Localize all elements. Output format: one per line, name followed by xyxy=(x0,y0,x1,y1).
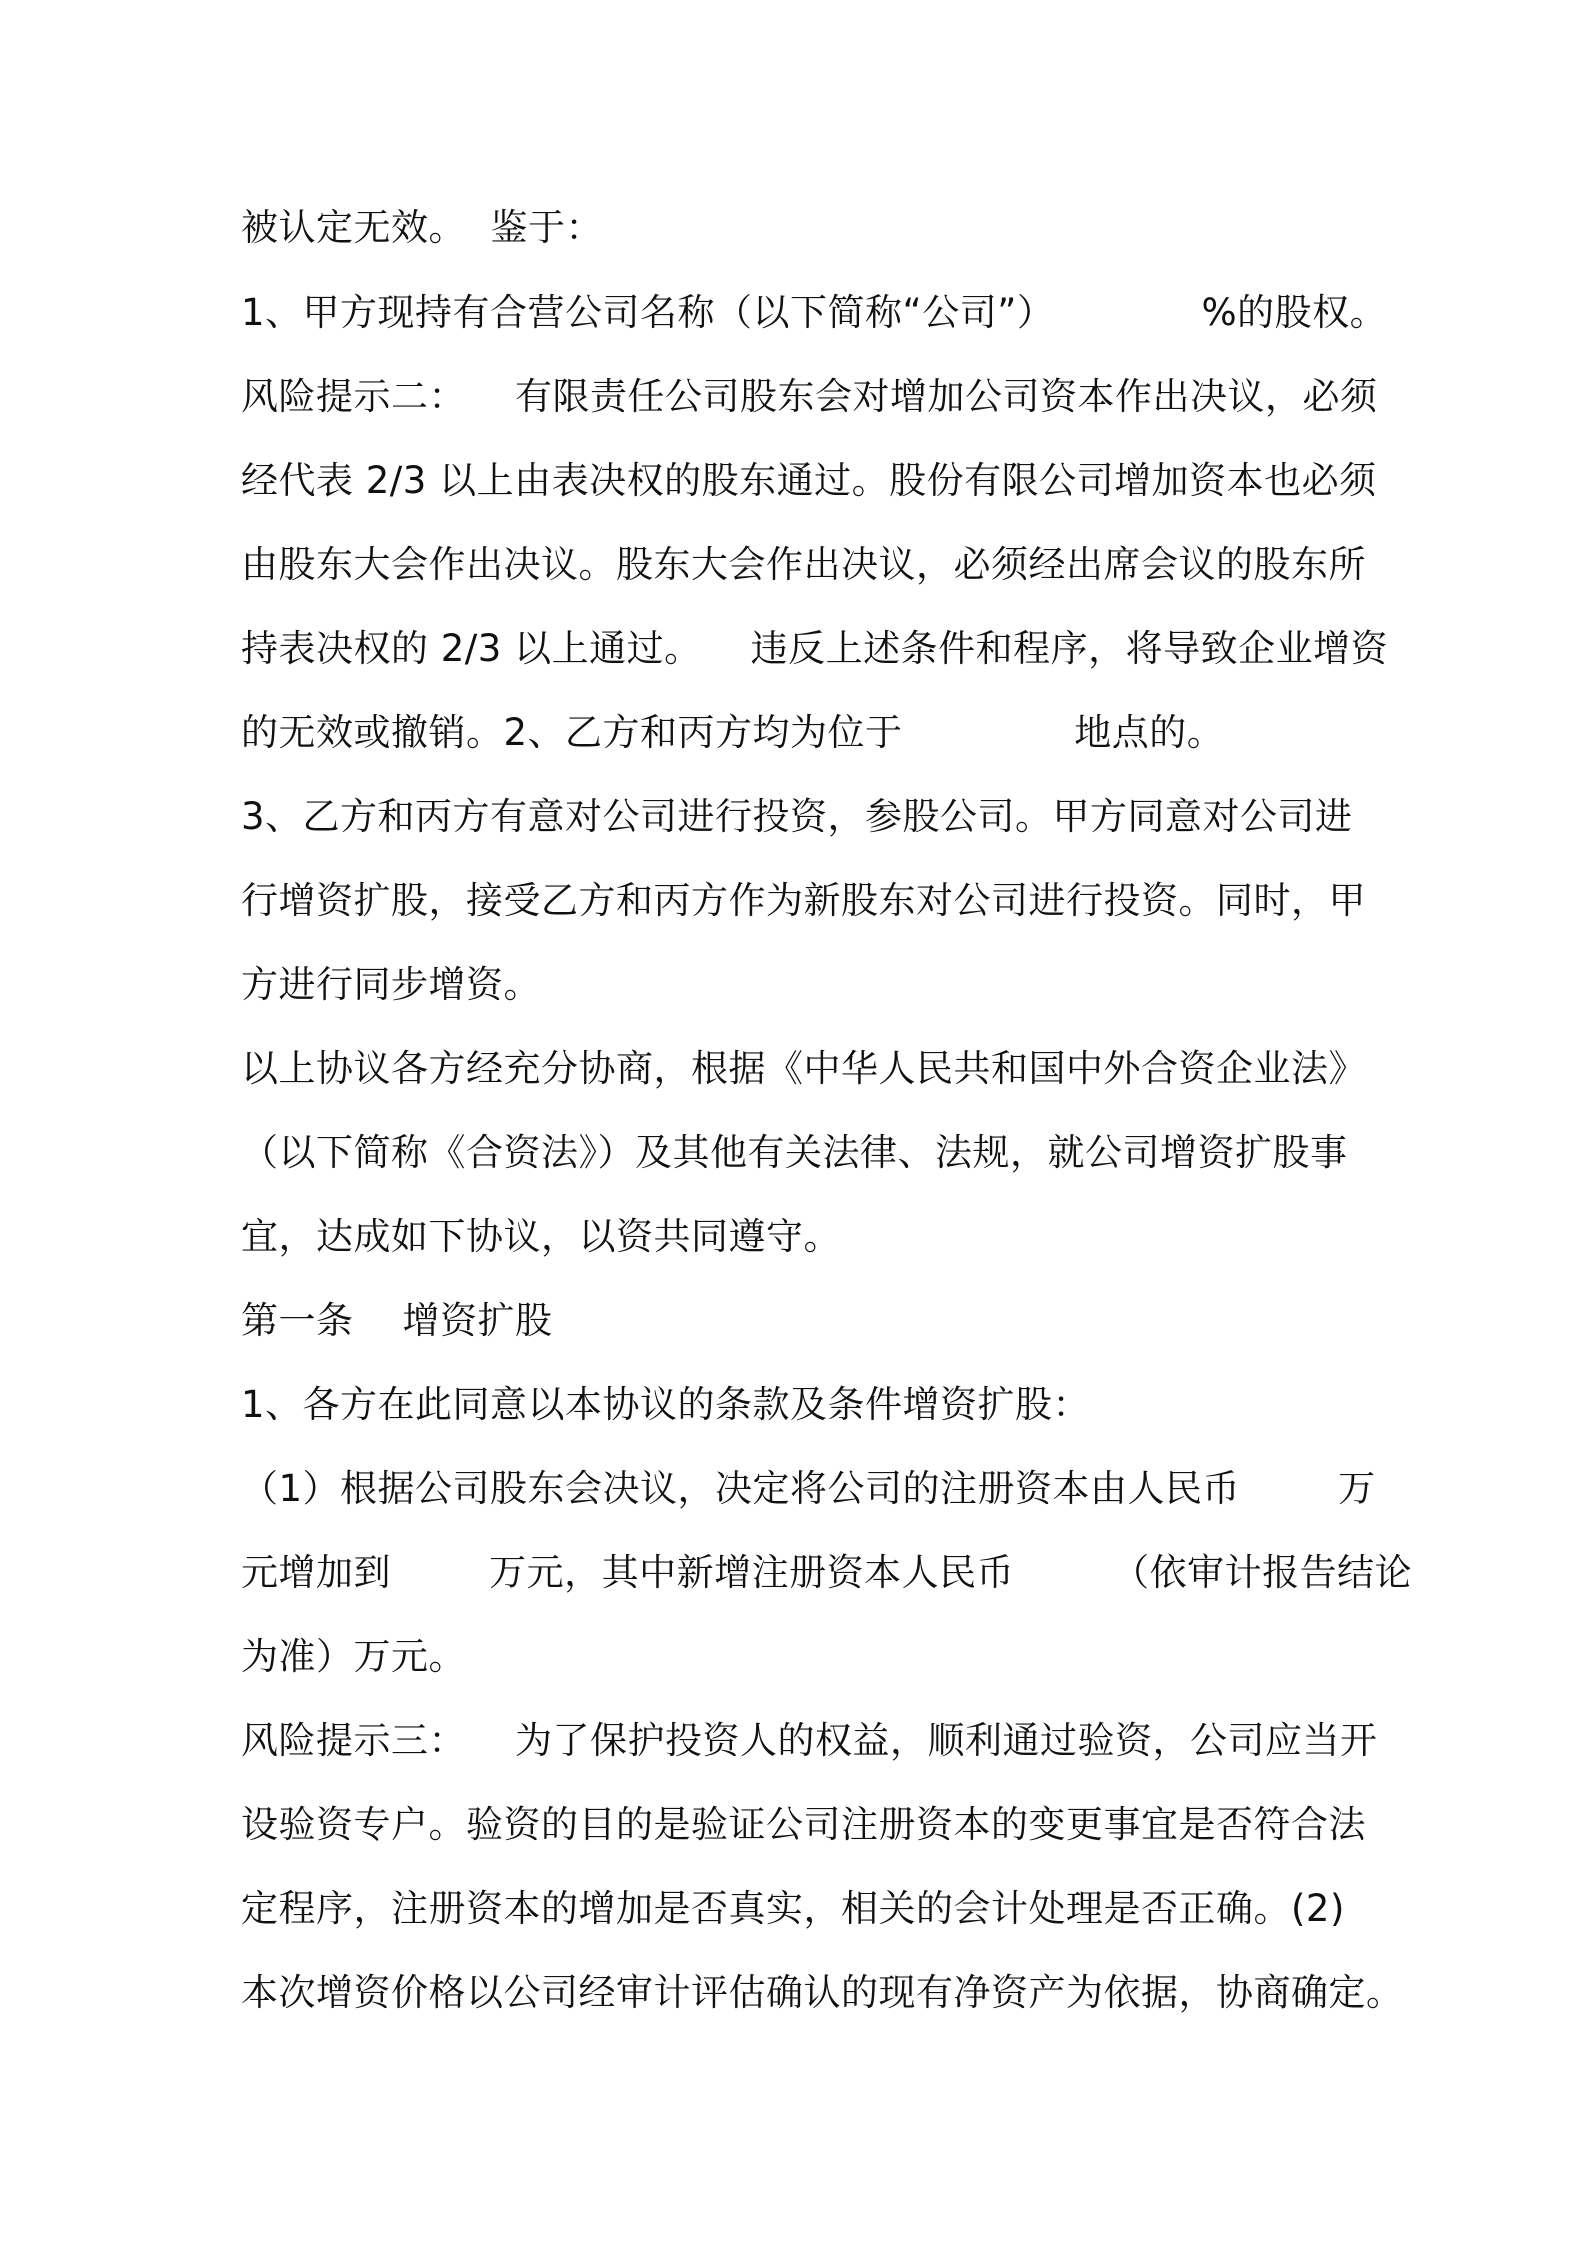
text-line: 经代表 2/3 以上由表决权的股东通过。股份有限公司增加资本也必须 xyxy=(241,459,1377,502)
text-line: （以下简称《合资法》）及其他有关法律、法规，就公司增资扩股事 xyxy=(241,1131,1348,1174)
text-line: 定程序，注册资本的增加是否真实，相关的会计处理是否正确。(2) xyxy=(241,1887,1345,1930)
text-line: 宜，达成如下协议，以资共同遵守。 xyxy=(241,1215,841,1258)
text-line: （1）根据公司股东会决议，决定将公司的注册资本由人民币 万 xyxy=(241,1467,1376,1510)
text-line: 1、甲方现持有合营公司名称（以下简称“公司”） %的股权。 xyxy=(241,291,1388,334)
text-line: 被认定无效。 鉴于： xyxy=(241,206,604,249)
text-line: 为准）万元。 xyxy=(241,1635,466,1678)
text-line: 1、各方在此同意以本协议的条款及条件增资扩股： xyxy=(241,1383,1091,1426)
text-line: 设验资专户。验资的目的是验证公司注册资本的变更事宜是否符合法 xyxy=(241,1803,1366,1846)
text-line: 风险提示三： 为了保护投资人的权益，顺利通过验资，公司应当开 xyxy=(241,1719,1378,1762)
text-line: 持表决权的 2/3 以上通过。 违反上述条件和程序，将导致企业增资 xyxy=(241,627,1389,670)
text-line: 方进行同步增资。 xyxy=(241,963,541,1006)
text-line: 以上协议各方经充分协商，根据《中华人民共和国中外合资企业法》 xyxy=(241,1047,1366,1090)
text-line: 风险提示二： 有限责任公司股东会对增加公司资本作出决议，必须 xyxy=(241,375,1378,418)
text-line: 本次增资价格以公司经审计评估确认的现有净资产为依据，协商确定。 xyxy=(241,1971,1404,2014)
text-line: 由股东大会作出决议。股东大会作出决议，必须经出席会议的股东所 xyxy=(241,543,1366,586)
text-line: 的无效或撤销。2、乙方和丙方均为位于 地点的。 xyxy=(241,711,1225,754)
section-heading: 第一条 增资扩股 xyxy=(241,1299,553,1342)
text-line: 3、乙方和丙方有意对公司进行投资，参股公司。甲方同意对公司进 xyxy=(241,795,1353,838)
text-line: 行增资扩股，接受乙方和丙方作为新股东对公司进行投资。同时，甲 xyxy=(241,879,1366,922)
text-line: 元增加到 万元，其中新增注册资本人民币 （依审计报告结论 xyxy=(241,1551,1413,1594)
